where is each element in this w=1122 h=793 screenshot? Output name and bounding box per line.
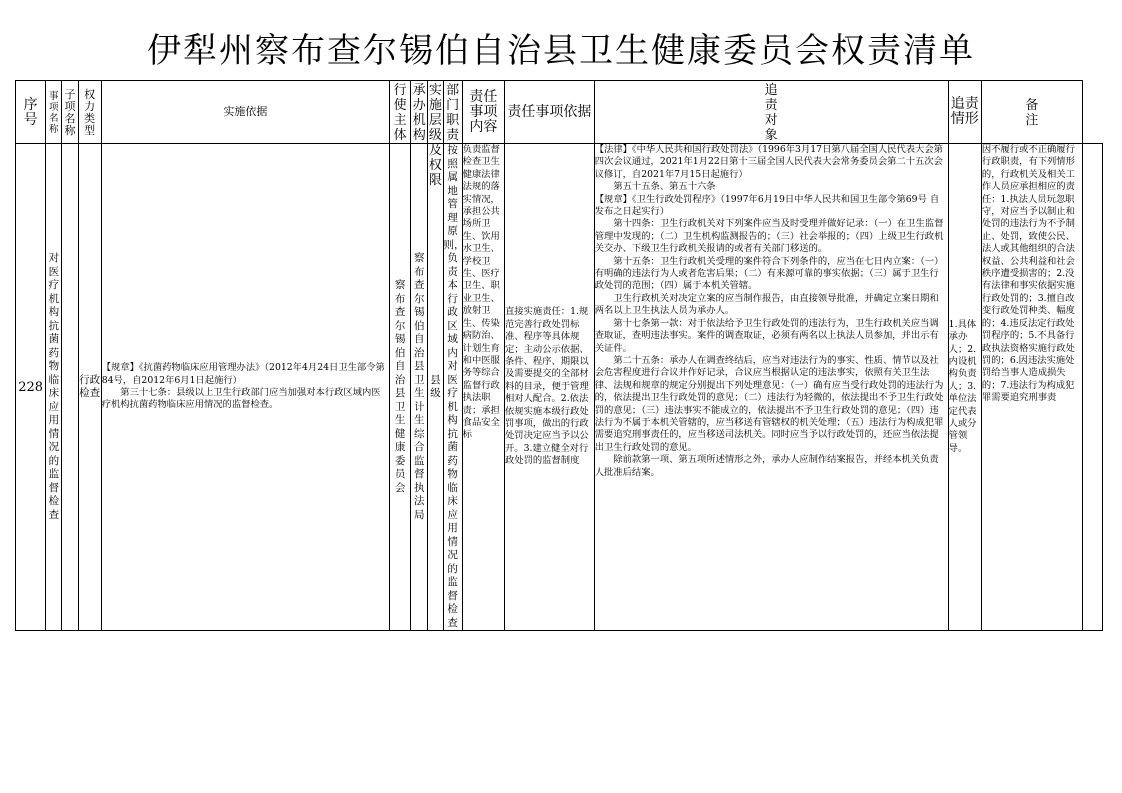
header-seq: 序号 xyxy=(16,81,46,144)
resp-basis-paragraph: 卫生行政机关对决定立案的应当制作报告，由直接领导批准，并确定立案日期和两名以上卫生执法人员为承办人。 xyxy=(594,292,939,317)
header-basis: 实施依据 xyxy=(101,81,389,144)
resp-basis-paragraph: 第十四条：卫生行政机关对下列案件应当及时受理并做好记录：（一）在卫生监督管理中发现的；（二）卫生机构监测报告的；（三）社会举报的；（四）上级卫生行政机关交办、下级卫生行政机关报请的或者有关部门移送的。 xyxy=(594,218,944,255)
header-remark: 备注 xyxy=(981,81,1082,144)
basis-line-2: 第三十七条：县级以上卫生行政部门应当加强对本行政区域内医疗机构抗菌药物临床应用情况的监督检查。 xyxy=(101,387,381,411)
header-dept-duty: 部门职责 xyxy=(443,81,462,144)
row-sub-item-name xyxy=(62,144,78,631)
resp-basis-paragraph: 第五十五条、第五十六条 xyxy=(613,181,716,193)
resp-basis-paragraph: 【法律】《中华人民共和国行政处罚法》（1996年3月17日第八届全国人民代表大会第四次会议通过，2021年1月22日第十三届全国人民代表大会常务委员会第二十五次会议修订，自2021年7月15日起施行） xyxy=(594,144,943,180)
resp-basis-paragraph: 第十五条：卫生行政机关受理的案件符合下列条件的，应当在七日内立案：（一）有明确的违法行为人或者危害后果；（二）有来源可靠的事实依据；（三）属于卫生行政处罚的范围；（四）属于本机关管辖。 xyxy=(594,255,944,292)
header-power-type: 权力类型 xyxy=(78,81,101,144)
row-handler: 察布查尔锡伯自治县卫生计生综合监督执法局 xyxy=(411,144,428,631)
row-level: 县级 xyxy=(428,144,443,631)
header-subject: 行使主体 xyxy=(390,81,411,144)
header-level: 实施层级及权限 xyxy=(428,82,442,188)
header-circumstance: 追责情形 xyxy=(948,81,981,144)
resp-basis-paragraph: 第十七条第一款：对于依法给予卫生行政处罚的违法行为，卫生行政机关应当调查取证，查明违法事实。案件的调查取证，必须有两名以上执法人员参加，并出示有关证件。 xyxy=(594,317,939,354)
table-row xyxy=(16,144,1103,631)
resp-basis-paragraph: 【规章】《卫生行政处罚程序》（1997年6月19日中华人民共和国卫生部令第69号 自发布之日起实行） xyxy=(594,193,940,218)
header-item-name: 事项名称 xyxy=(46,81,62,144)
row-circumstance: 因不履行或不正确履行行政职责，有下列情形的，行政机关及相关工作人员应承担相应的责任：1.执法人员玩忽职守，对应当予以制止和处罚的违法行为不予制止、处罚，致使公民、法人或其他组织的合法权益、公共利益和社会秩序遭受损害的；2.没有法律和事实依据实施行政处罚的；3.擅自改变行政处罚种类、幅度的；4.违反法定行政处罚程序的；5.不具备行政执法资格实施行政处罚的；6.因违法实施处罚给当事人造成损失的；7.违法行为构成犯罪需要追究刑事责 xyxy=(981,144,1082,631)
header-row xyxy=(16,81,1103,144)
row-accountable: 1.具体承办人；2.内设机构负责人；3.单位法定代表人或分管领导。 xyxy=(948,144,981,631)
row-basis xyxy=(101,144,389,631)
header-resp-content: 责任事项内容 xyxy=(462,81,504,144)
row-power-type: 行政检查 xyxy=(78,144,101,631)
page-title: 伊犁州察布查尔锡伯自治县卫生健康委员会权责清单 xyxy=(147,31,975,71)
basis-line-1: 【规章】《抗菌药物临床应用管理办法》（2012年4月24日卫生部令第84号，自2012年6月1日起施行） xyxy=(101,362,385,386)
row-level-detail: 按照属地管理原则，负责本行政区域内对医疗机构抗菌药物临床应用情况的监督检查 xyxy=(443,144,465,629)
resp-basis-paragraph: 第二十五条：承办人在调查终结后，应当对违法行为的事实、性质、情节以及社会危害程度进行合议并作好记录，合议应当根据认定的违法事实，依照有关卫生法律、法规和规章的规定分别提出下列处理意见：（一）确有应当受行政处罚的违法行为的，依法提出卫生行政处罚的意见；（二）违法行为轻微的，依法提出不予卫生行政处罚的意见；（三）违法事实不能成立的，依法提出不予卫生行政处罚的意见；（四）违法行为不属于本机关管辖的，应当移送有管辖权的机关处理；（五）违法行为构成犯罪需要追究刑事责任的，应当移送司法机关。同时应当予以行政处罚的，还应当依法提出卫生行政处罚的意见。 xyxy=(594,354,944,453)
header-resp-basis: 责任事项依据 xyxy=(505,81,595,144)
row-seq: 228 xyxy=(16,144,46,631)
row-dept-duty: 负责监督检查卫生健康法律法规的落实情况，承担公共场所卫生、饮用水卫生、学校卫生、医疗卫生、职业卫生、放射卫生、传染病防治、计划生育和中医服务等综合监督行政执法职责；承担食品安全标 xyxy=(462,144,504,631)
header-accountable: 追责对象 xyxy=(594,81,948,144)
row-subject: 察布查尔锡伯自治县卫生健康委员会 xyxy=(390,144,411,631)
header-handler: 承办机构 xyxy=(411,81,428,144)
row-resp-basis xyxy=(594,144,948,631)
header-sub-item-name: 子项名称 xyxy=(62,81,78,144)
row-item-name: 对医疗机构抗菌药物临床应用情况的监督检查 xyxy=(46,144,62,631)
row-resp-content: 直接实施责任：1.规范完善行政处罚标准、程序等具体规定；主动公示依据、条件、程序、期限以及需要提交的全部材料的目录，便于管理相对人配合。2.依法依规实施本级行政处罚事项，做出的行政处罚决定应当予以公开。3.建立健全对行政处罚的监督制度 xyxy=(505,144,595,631)
row-remark xyxy=(1082,144,1102,631)
responsibility-table xyxy=(15,80,1103,631)
resp-basis-paragraph: 除前款第一项、第五项所述情形之外，承办人应制作结案报告，并经本机关负责人批准后结案。 xyxy=(594,454,939,478)
